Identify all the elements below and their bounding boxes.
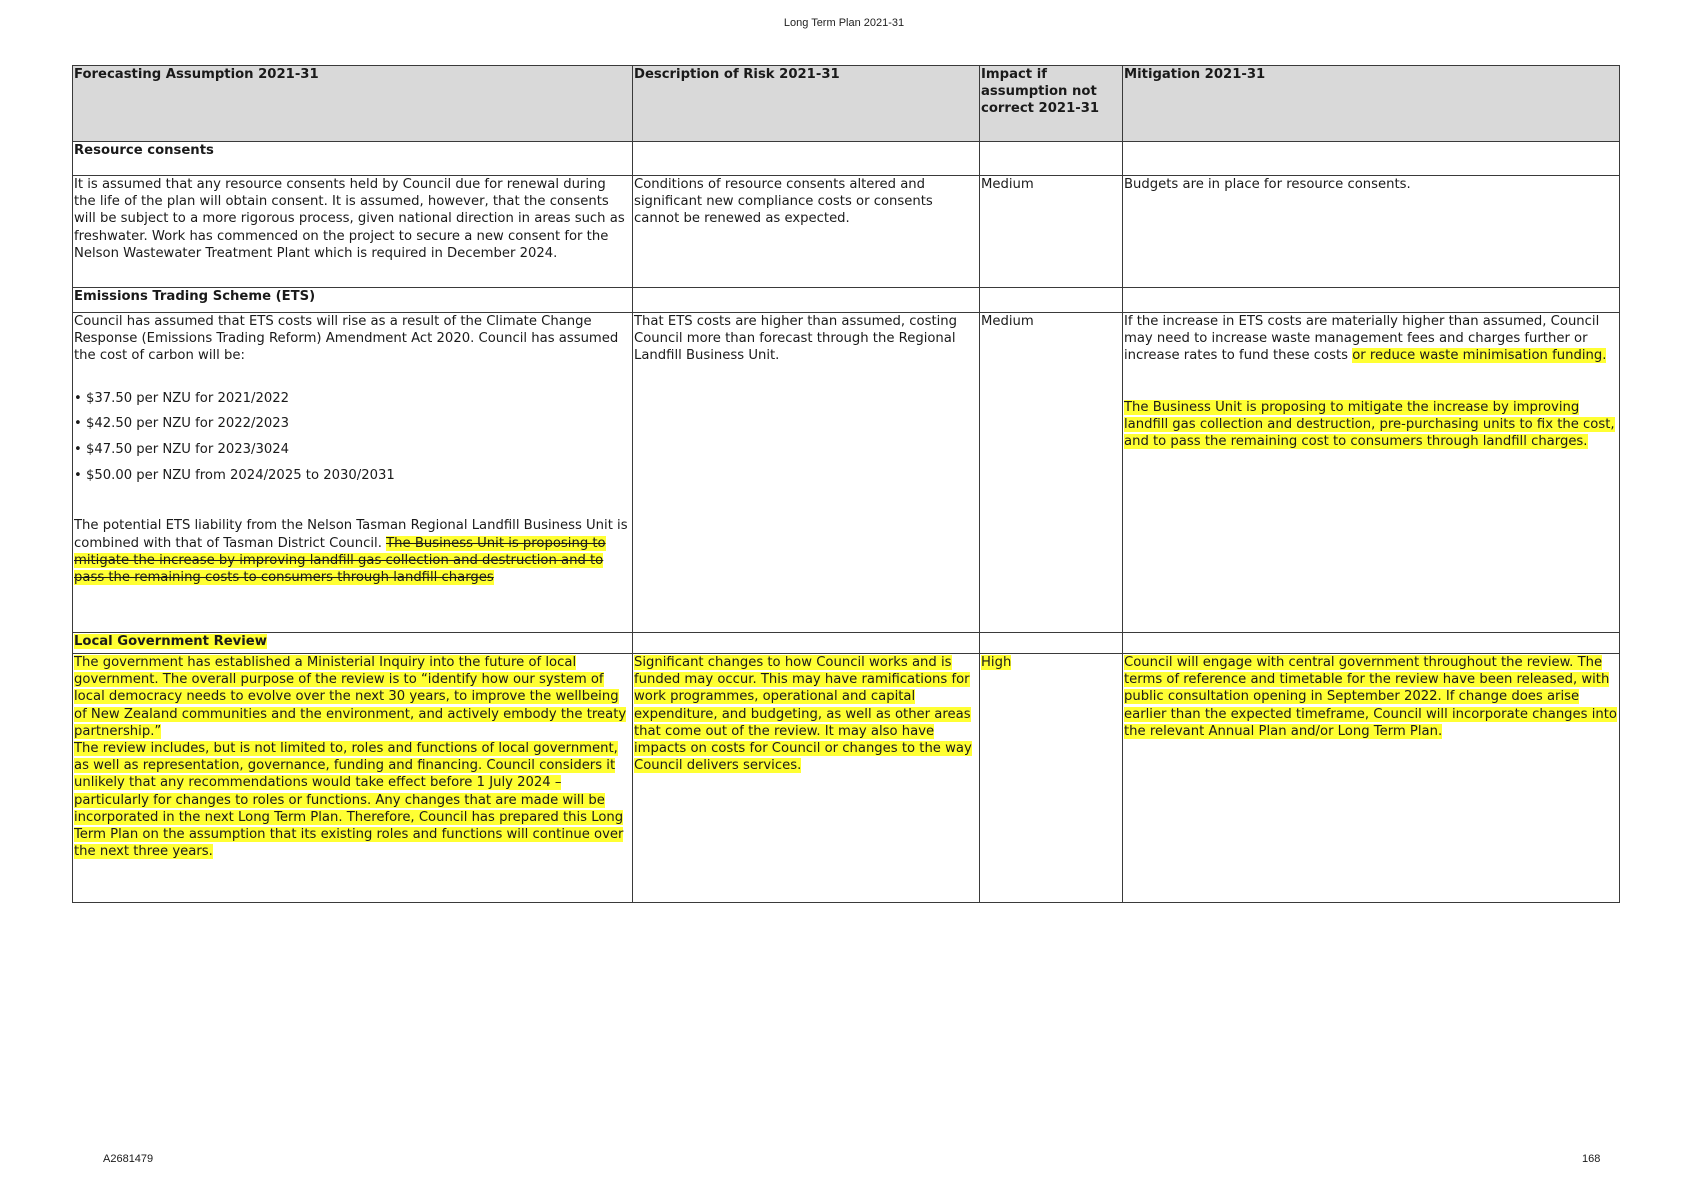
table-header-row [73, 66, 1620, 142]
page-header-title: Long Term Plan 2021-31 [783, 17, 905, 29]
impact-cell: Medium [980, 313, 1123, 633]
risk-cell [633, 654, 980, 903]
table-row [73, 176, 1620, 288]
lgr-assumption-paragraph-2: The review includes, but is not limited to, roles and functions of local government, as well as representation, governance, funding and financing. Council considers it unlikely that any recommendations would take effect before 1 July 2024 – particularly for changes to roles or functions. Any changes that are made will be incorporated in the next Long Term Plan. Therefore, Council has prepared this Long Term Plan on the assumption that its existing roles and functions will continue over the next three years. [74, 741, 624, 860]
impact-cell [980, 654, 1123, 903]
list-item: • $47.50 per NZU for 2023/3024 [74, 442, 290, 458]
assumptions-table [72, 65, 1620, 903]
ets-liability-text: The potential ETS liability from the Nelson Tasman Regional Landfill Business Unit is combined with that of Tasman District Council. [74, 518, 628, 551]
struck-through-text: The Business Unit is proposing to mitigate the increase by improving landfill gas collection and destruction and to pass the remaining costs to consumers through landfill charges [74, 535, 606, 586]
section-row-ets [73, 288, 1620, 313]
list-item: • $50.00 per NZU from 2024/2025 to 2030/2031 [74, 467, 395, 483]
mitigation-cell [1123, 654, 1620, 903]
assumption-cell: It is assumed that any resource consents held by Council due for renewal during the life of the plan will obtain consent. It is assumed, however, that the consents will be subject to a more rigorous process, given national direction in areas such as freshwater. Work has commenced on the project to secure a new consent for the Nelson Wastewater Treatment Plant which is required in December 2024. [73, 176, 633, 288]
section-title: Resource consents [73, 142, 633, 176]
impact-text: High [981, 655, 1012, 670]
mitigation-text: If the increase in ETS costs are materially higher than assumed, Council may need to increase waste management fees and charges further or increase rates to fund these costs [1124, 314, 1600, 364]
lgr-assumption-paragraph-1: The government has established a Ministerial Inquiry into the future of local government. The overall purpose of the review is to “identify how our system of local democracy needs to evolve over the next 30 years, to improve the wellbeing of New Zealand communities and the environment, and actively embody the treaty partnership.” [74, 655, 627, 739]
list-item: • $42.50 per NZU for 2022/2023 [74, 416, 290, 432]
section-title: Local Government Review [74, 634, 267, 649]
section-row-local-government-review [73, 633, 1620, 654]
risk-text: Significant changes to how Council works and is funded may occur. This may have ramifications for work programmes, operational and capital expenditure, and budgeting, as well as other areas that come out of the review. It may also have impacts on costs for Council or changes to the way Council delivers services. [634, 655, 972, 774]
document-id: A2681479 [103, 1153, 154, 1165]
mitigation-text: Council will engage with central government throughout the review. The terms of reference and timetable for the review have been released, with public consultation opening in September 2022. If change does arise earlier than the expected timeframe, Council will incorporate changes into the relevant Annual Plan and/or Long Term Plan. [1124, 655, 1617, 739]
column-header-impact: Impact if assumption not correct 2021-31 [980, 66, 1123, 142]
page-number: 168 [1582, 1153, 1601, 1165]
risk-cell: That ETS costs are higher than assumed, costing Council more than forecast through the Regional Landfill Business Unit. [633, 313, 980, 633]
list-item: • $37.50 per NZU for 2021/2022 [74, 390, 290, 406]
column-header-mitigation: Mitigation 2021-31 [1123, 66, 1620, 142]
assumption-cell [73, 313, 633, 633]
mitigation-cell [1123, 313, 1620, 633]
risk-cell: Conditions of resource consents altered and significant new compliance costs or consents cannot be renewed as expected. [633, 176, 980, 288]
column-header-risk: Description of Risk 2021-31 [633, 66, 980, 142]
ets-price-list [74, 390, 631, 484]
mitigation-cell: Budgets are in place for resource consents. [1123, 176, 1620, 288]
table-row [73, 313, 1620, 633]
section-row-resource-consents [73, 142, 1620, 176]
highlighted-mitigation: The Business Unit is proposing to mitigate the increase by improving landfill gas collection and destruction, pre-purchasing units to fix the cost, and to pass the remaining cost to consumers through landfill charges. [1124, 399, 1615, 450]
assumption-cell [73, 654, 633, 903]
column-header-assumption: Forecasting Assumption 2021-31 [73, 66, 633, 142]
ets-intro-text: Council has assumed that ETS costs will rise as a result of the Climate Change Response (Emissions Trading Reform) Amendment Act 2020. Council has assumed the cost of carbon will be: [74, 314, 619, 364]
impact-cell: Medium [980, 176, 1123, 288]
section-title: Emissions Trading Scheme (ETS) [73, 288, 633, 313]
highlighted-addition: or reduce waste minimisation funding. [1352, 348, 1607, 364]
table-row [73, 654, 1620, 903]
